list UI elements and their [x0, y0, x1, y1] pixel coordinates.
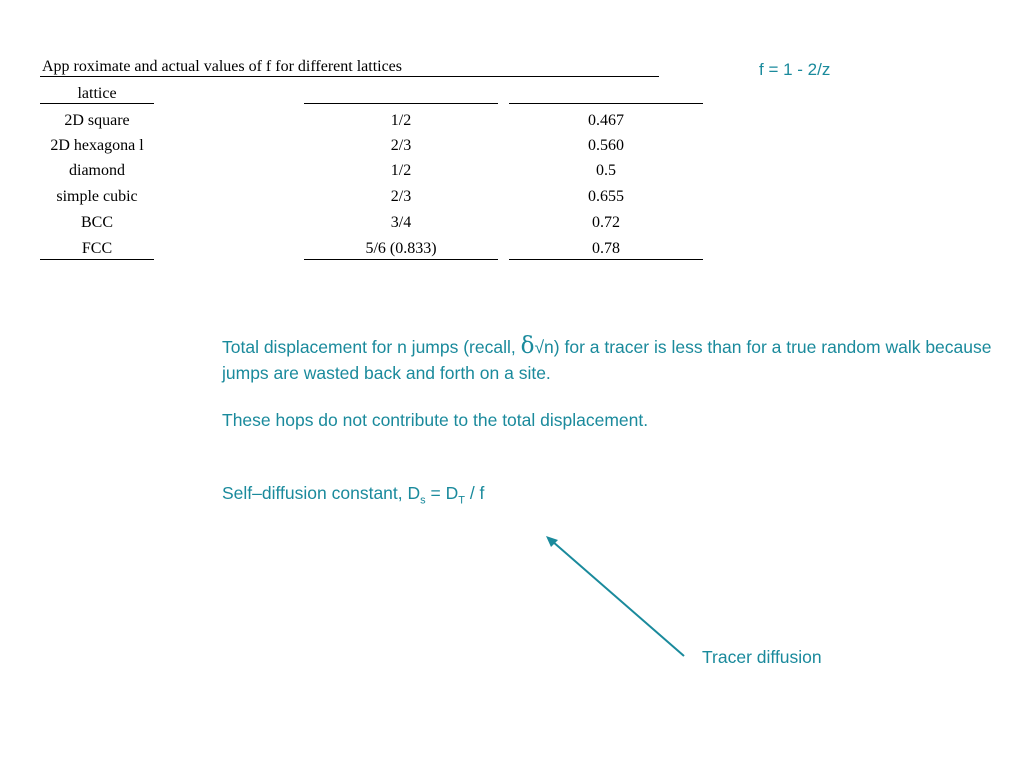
paragraph-hops: These hops do not contribute to the total displacement. — [222, 410, 649, 430]
self-diffusion-mid: = D — [425, 483, 459, 503]
tracer-diffusion-label: Tracer diffusion — [702, 647, 822, 667]
cell-approx: 2/3 — [390, 188, 412, 205]
cell-actual: 0.655 — [588, 188, 624, 205]
delta-symbol: δ — [520, 333, 535, 359]
cell-lattice: FCC — [81, 240, 113, 257]
self-diffusion-prefix: Self–diffusion constant, D — [222, 483, 421, 503]
cell-approx: 1/2 — [390, 162, 412, 179]
cell-actual: 0.78 — [592, 240, 620, 257]
column-header-lattice: lattice — [77, 85, 117, 102]
cell-actual: 0.560 — [588, 137, 624, 154]
cell-approx: 5/6 (0.833) — [365, 240, 437, 257]
cell-lattice: simple cubic — [56, 188, 138, 205]
cell-approx: 3/4 — [390, 214, 412, 231]
table-caption: App roximate and actual values of f for different lattices — [42, 58, 403, 75]
cell-lattice: 2D square — [64, 112, 130, 129]
cell-actual: 0.5 — [596, 162, 616, 179]
subscript-s: s — [420, 494, 426, 507]
paragraph-displacement-end: √n) for a tracer is less than for a true random walk because jumps are wasted back and forth on a site. — [222, 337, 992, 383]
cell-approx: 1/2 — [390, 112, 412, 129]
subscript-t: T — [458, 494, 465, 507]
cell-actual: 0.72 — [592, 214, 620, 231]
cell-lattice: 2D hexagona l — [50, 137, 144, 154]
cell-lattice: diamond — [69, 162, 125, 179]
cell-lattice: BCC — [80, 214, 113, 231]
self-diffusion-suffix: / f — [464, 483, 485, 503]
cell-actual: 0.467 — [588, 112, 624, 129]
paragraph-displacement-start: Total displacement for n jumps (recall, — [222, 337, 521, 357]
cell-approx: 2/3 — [390, 137, 412, 154]
formula-f: f = 1 - 2/z — [759, 60, 831, 79]
